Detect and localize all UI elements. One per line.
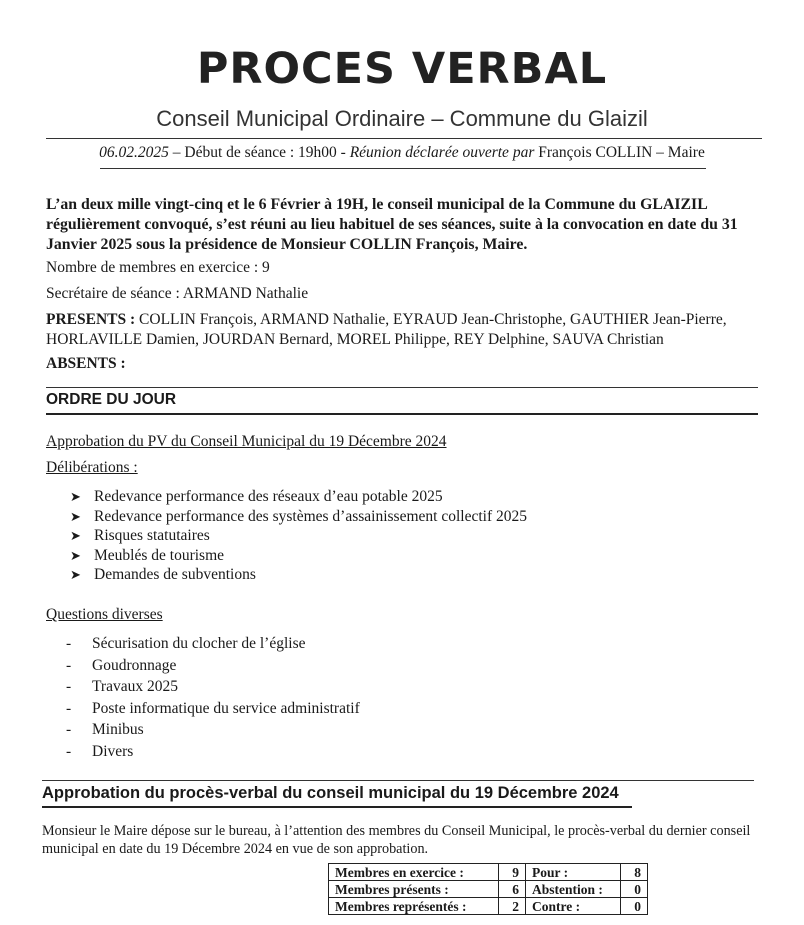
deliberations-heading: Délibérations : (46, 459, 138, 476)
table-row: Membres en exercice : 9 Pour : 8 (329, 864, 648, 881)
agenda-approval: Approbation du PV du Conseil Municipal du 19 Décembre 2024 (46, 433, 447, 450)
list-item: ➤ Redevance performance des réseaux d’eau potable 2025 (70, 487, 527, 507)
absents: ABSENTS : (46, 355, 126, 372)
presents-names-1: COLLIN François, ARMAND Nathalie, EYRAUD Jean-Christophe, GAUTHIER Jean-Pierre, (135, 311, 727, 328)
dash-icon: - (66, 656, 72, 674)
dash-icon: - (66, 699, 72, 717)
presents (46, 310, 762, 350)
vote-table (328, 863, 648, 915)
list-item: ➤ Demandes de subventions (70, 565, 527, 585)
intro-paragraph: L’an deux mille vingt-cinq et le 6 Février à 19H, le conseil municipal de la Commune du GLAIZIL régulièrement convoqué, s’est réuni au lieu habituel de ses séances, suite à la convocation en date du 31 Janvier 2025 sous la présidence de Monsieur COLLIN François, Maire. (46, 196, 738, 253)
arrowhead-icon: ➤ (70, 548, 81, 564)
secretary: Secrétaire de séance : ARMAND Nathalie (46, 285, 309, 302)
list-item: ➤ Risques statutaires (70, 526, 527, 546)
session-info (0, 144, 804, 162)
list-item: - Sécurisation du clocher de l’église (66, 633, 360, 655)
dash-icon: - (66, 678, 72, 695)
list-item: - Goudronnage (66, 655, 360, 677)
questions-list (66, 633, 360, 762)
list-item: ➤ Redevance performance des systèmes d’assainissement collectif 2025 (70, 507, 527, 527)
members-count: Nombre de membres en exercice : 9 (46, 259, 270, 276)
session-president: François COLLIN – Maire (538, 144, 705, 161)
approval-rule-top (42, 780, 754, 781)
list-item: - Travaux 2025 (66, 676, 360, 698)
list-item: - Poste informatique du service administratif (66, 698, 360, 720)
arrowhead-icon: ➤ (70, 568, 81, 583)
deliberations-list (70, 487, 527, 585)
dash-icon: - (66, 742, 72, 760)
document-subtitle: Conseil Municipal Ordinaire – Commune du Glaizil (156, 106, 648, 131)
header-rule-bottom (100, 168, 706, 169)
table-row: Membres représentés : 2 Contre : 0 (329, 898, 648, 915)
list-item: - Minibus (66, 719, 360, 741)
session-opened: Réunion déclarée ouverte par (349, 144, 535, 161)
approval-text: Monsieur le Maire dépose sur le bureau, à l’attention des membres du Conseil Municipal, le procès-verbal du dernier conseil municipal en date du 19 Décembre 2024 en vue de son approbation. (42, 823, 751, 857)
list-item: ➤ Meublés de tourisme (70, 546, 527, 566)
header-rule-top (46, 138, 762, 139)
questions-heading: Questions diverses (46, 606, 163, 623)
dash-icon: - (66, 721, 72, 738)
agenda-rule-top (46, 387, 758, 388)
approval-rule-bottom (42, 806, 632, 808)
list-item: - Divers (66, 741, 360, 763)
table-row: Membres présents : 6 Abstention : 0 (329, 881, 648, 898)
session-start: – Début de séance : 19h00 - (172, 144, 346, 161)
approval-heading: Approbation du procès-verbal du conseil municipal du 19 Décembre 2024 (42, 784, 619, 802)
document-title: PROCES VERBAL (196, 44, 608, 94)
arrowhead-icon: ➤ (70, 509, 81, 525)
arrowhead-icon: ➤ (70, 490, 81, 505)
session-date: 06.02.2025 (99, 144, 169, 161)
presents-label: PRESENTS : (46, 311, 136, 328)
agenda-rule-bottom (46, 413, 758, 415)
arrowhead-icon: ➤ (70, 529, 81, 544)
dash-icon: - (66, 635, 72, 652)
presents-names-2: HORLAVILLE Damien, JOURDAN Bernard, MOREL Philippe, REY Delphine, SAUVA Christian (46, 331, 664, 348)
agenda-heading: ORDRE DU JOUR (46, 391, 177, 408)
